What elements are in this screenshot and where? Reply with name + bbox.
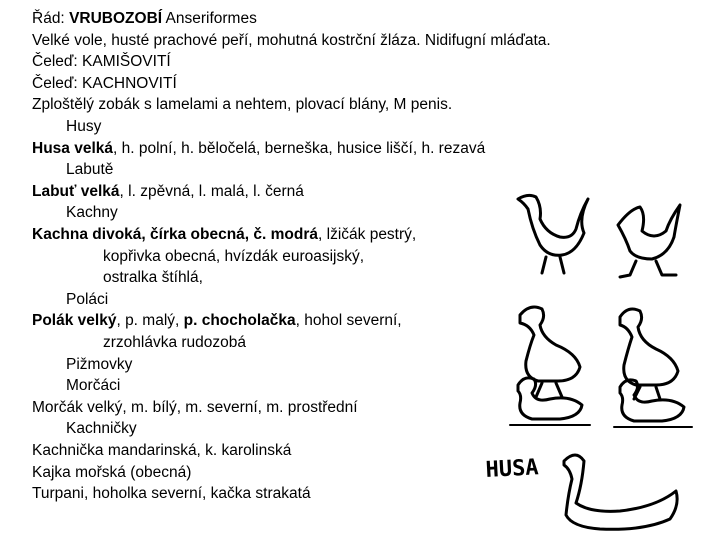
plain-text: Čeleď: KAMIŠOVITÍ — [32, 53, 171, 71]
plain-text: Turpani, hoholka severní, kačka strakatá — [32, 485, 311, 503]
bold-text: Labuť velká — [32, 182, 120, 200]
plain-text: kopřivka obecná, hvízdák euroasijský, — [103, 247, 365, 265]
text-line — [32, 440, 291, 462]
text-line — [32, 94, 452, 116]
plain-text: Kachny — [66, 204, 118, 222]
plain-text: Kachnička mandarinská, k. karolinská — [32, 442, 292, 459]
plain-text: Kajka mořská (obecná) — [32, 463, 192, 481]
husa-label: HUSA — [485, 455, 540, 483]
standing-duck-icon — [620, 309, 678, 399]
plain-text: Pižmovky — [66, 355, 133, 373]
text-line — [103, 267, 203, 289]
text-line — [32, 30, 551, 52]
bird-sketches — [480, 185, 720, 535]
bold-text: Polák velký — [32, 312, 117, 330]
plain-text: Kachničky — [66, 420, 137, 438]
bold-text: Kachna divoká, čírka obecná, č. modrá — [32, 226, 319, 243]
text-line — [66, 202, 118, 224]
plain-text: ostralka štíhlá, — [103, 269, 203, 287]
plain-text: Velké vole, husté prachové peří, mohutná kostrční žláza. Nidifugní mláďata. — [32, 31, 551, 49]
bold-text: Husa velká — [32, 139, 113, 157]
plain-text: Zploštělý zobák s lamelami a nehtem, plovací blány, M penis. — [32, 96, 453, 114]
bold-text: VRUBOZOBÍ — [69, 10, 163, 27]
plain-text: , hohol severní, — [295, 312, 402, 330]
swimming-duck-icon — [614, 380, 692, 427]
swimming-duck-icon — [510, 378, 590, 425]
bold-text: p. chocholačka — [183, 312, 296, 330]
text-line — [66, 418, 137, 440]
plain-text: Řád: — [32, 10, 70, 27]
plain-text: Morčáci — [66, 377, 121, 395]
text-line — [32, 8, 257, 30]
plain-text: Čeleď: KACHNOVITÍ — [32, 74, 177, 92]
text-line — [66, 116, 101, 138]
text-line — [32, 73, 177, 95]
plain-text: , l. zpěvná, l. malá, l. černá — [119, 182, 304, 200]
text-line — [32, 224, 416, 246]
text-line — [66, 159, 113, 181]
plain-text: zrzohlávka rudozobá — [103, 334, 247, 351]
goose-flapping-icon — [518, 195, 588, 273]
plain-text: , lžičák pestrý, — [318, 226, 417, 243]
text-line — [32, 51, 171, 73]
goose-landing-icon — [618, 205, 680, 277]
plain-text: Anseriformes — [162, 10, 257, 27]
text-line — [103, 332, 246, 354]
plain-text: Morčák velký, m. bílý, m. severní, m. prostřední — [32, 398, 358, 416]
text-line — [32, 397, 358, 419]
text-line — [32, 138, 485, 160]
plain-text: , h. polní, h. běločelá, berneška, husice liščí, h. rezavá — [113, 139, 486, 157]
text-line — [32, 181, 304, 203]
plain-text: , p. malý, — [116, 312, 184, 330]
text-line — [66, 289, 108, 311]
swan-icon — [564, 455, 677, 529]
text-line — [66, 375, 120, 397]
plain-text: Poláci — [66, 290, 109, 308]
plain-text: Labutě — [66, 161, 114, 179]
text-line — [103, 246, 364, 268]
text-line — [32, 462, 191, 484]
standing-duck-icon — [520, 307, 580, 397]
text-line — [66, 354, 132, 376]
plain-text: Husy — [66, 118, 102, 135]
text-line — [32, 483, 311, 505]
text-line — [32, 310, 402, 332]
